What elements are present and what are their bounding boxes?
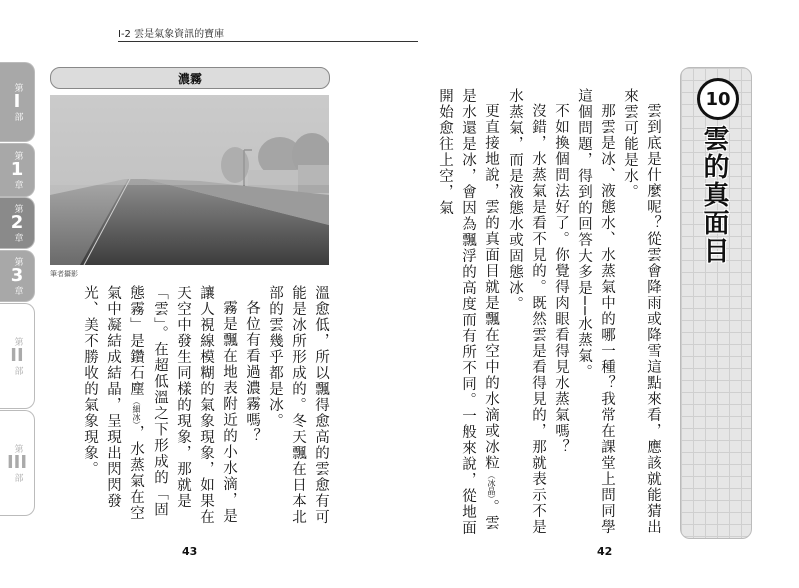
left-page-body — [82, 285, 332, 533]
thumb-tab-chapter-2-active — [0, 197, 35, 249]
chapter-title: 雲的真面目 — [699, 125, 729, 265]
paragraph: 溫愈低，所以飄得愈高的雲愈有可能是冰所形成的。冬天飄在日本北部的雲幾乎都是冰。 — [267, 285, 329, 525]
tab-number: 1 — [10, 159, 24, 181]
page-number-right: 42 — [597, 545, 613, 558]
tab-number: II — [10, 345, 24, 367]
tab-suffix: 部 — [12, 111, 23, 121]
tab-number: 2 — [10, 212, 24, 234]
paragraph: 各位有看過濃霧嗎？ — [244, 299, 260, 444]
running-header: I-2 雲是氣象資訊的寶庫 — [118, 29, 225, 40]
paragraph-text: 。雲是水還是冰，會因為飄浮的高度而有所不同。一般來說，從地面開始愈往上空，氣 — [437, 88, 499, 536]
paragraph — [433, 88, 503, 536]
paragraph-text: ，水蒸氣在空氣中凝結成結晶，呈現出閃閃發光、美不勝收的氣象現象。 — [82, 285, 144, 521]
page-number-left: 43 — [182, 545, 198, 558]
tab-prefix: 第 — [12, 151, 23, 161]
tab-prefix: 第 — [12, 444, 23, 454]
paragraph: 雲到底是什麼呢？從雲會降雨或降雪這點來看，應該就能猜出來雲可能是水。 — [622, 88, 661, 535]
tab-number: I — [13, 91, 21, 113]
tab-number: III — [6, 452, 28, 474]
thumb-tab-part-2 — [0, 303, 35, 409]
photo-caption: 濃霧 — [50, 67, 330, 89]
thumb-tab-chapter-3 — [0, 250, 35, 302]
thumb-tab-part-1 — [0, 62, 35, 142]
inline-note: （冰晶） — [487, 470, 496, 499]
tab-prefix: 第 — [12, 257, 23, 267]
photo-credit: 筆者攝影 — [50, 270, 78, 278]
inline-note: （細冰） — [132, 397, 141, 425]
tab-suffix: 章 — [12, 232, 23, 242]
thumb-tab-part-3 — [0, 410, 35, 516]
tab-suffix: 部 — [12, 365, 23, 375]
tab-suffix: 章 — [12, 179, 23, 189]
paragraph: 沒錯，水蒸氣是看不見的。既然雲是看得見的，那就表示不是水蒸氣，而是液態水或固態冰。 — [507, 88, 546, 535]
fog-photo — [50, 95, 329, 265]
paragraph-text: 更直接地說，雲的真面目就是飄在空中的水滴或冰粒 — [483, 102, 499, 471]
paragraph: 不如換個問法好了。你覺得肉眼看得見水蒸氣嗎？ — [553, 102, 569, 455]
tab-suffix: 部 — [12, 472, 23, 482]
paragraph — [78, 285, 240, 533]
tab-prefix: 第 — [12, 204, 23, 214]
paragraph: 那雲是冰、液態水、水蒸氣中的哪一種？我常在課堂上問同學這個問題，得到的回答大多是──水蒸氣。 — [576, 88, 615, 535]
tab-prefix: 第 — [12, 83, 23, 93]
thumb-tab-chapter-1 — [0, 143, 35, 197]
tab-suffix: 章 — [12, 285, 23, 295]
chapter-number-badge: 10 — [697, 78, 739, 120]
right-page-body — [437, 88, 664, 536]
tab-number: 3 — [10, 265, 24, 287]
paragraph-text: 霧是飄在地表附近的小水滴，是讓人視線模糊的氣象現象，如果在天空中發生同樣的現象，那就是「雲」。在超低溫之下形成的「固態霧」是鑽石塵 — [128, 285, 237, 525]
tab-prefix: 第 — [12, 337, 23, 347]
header-rule — [118, 41, 418, 42]
